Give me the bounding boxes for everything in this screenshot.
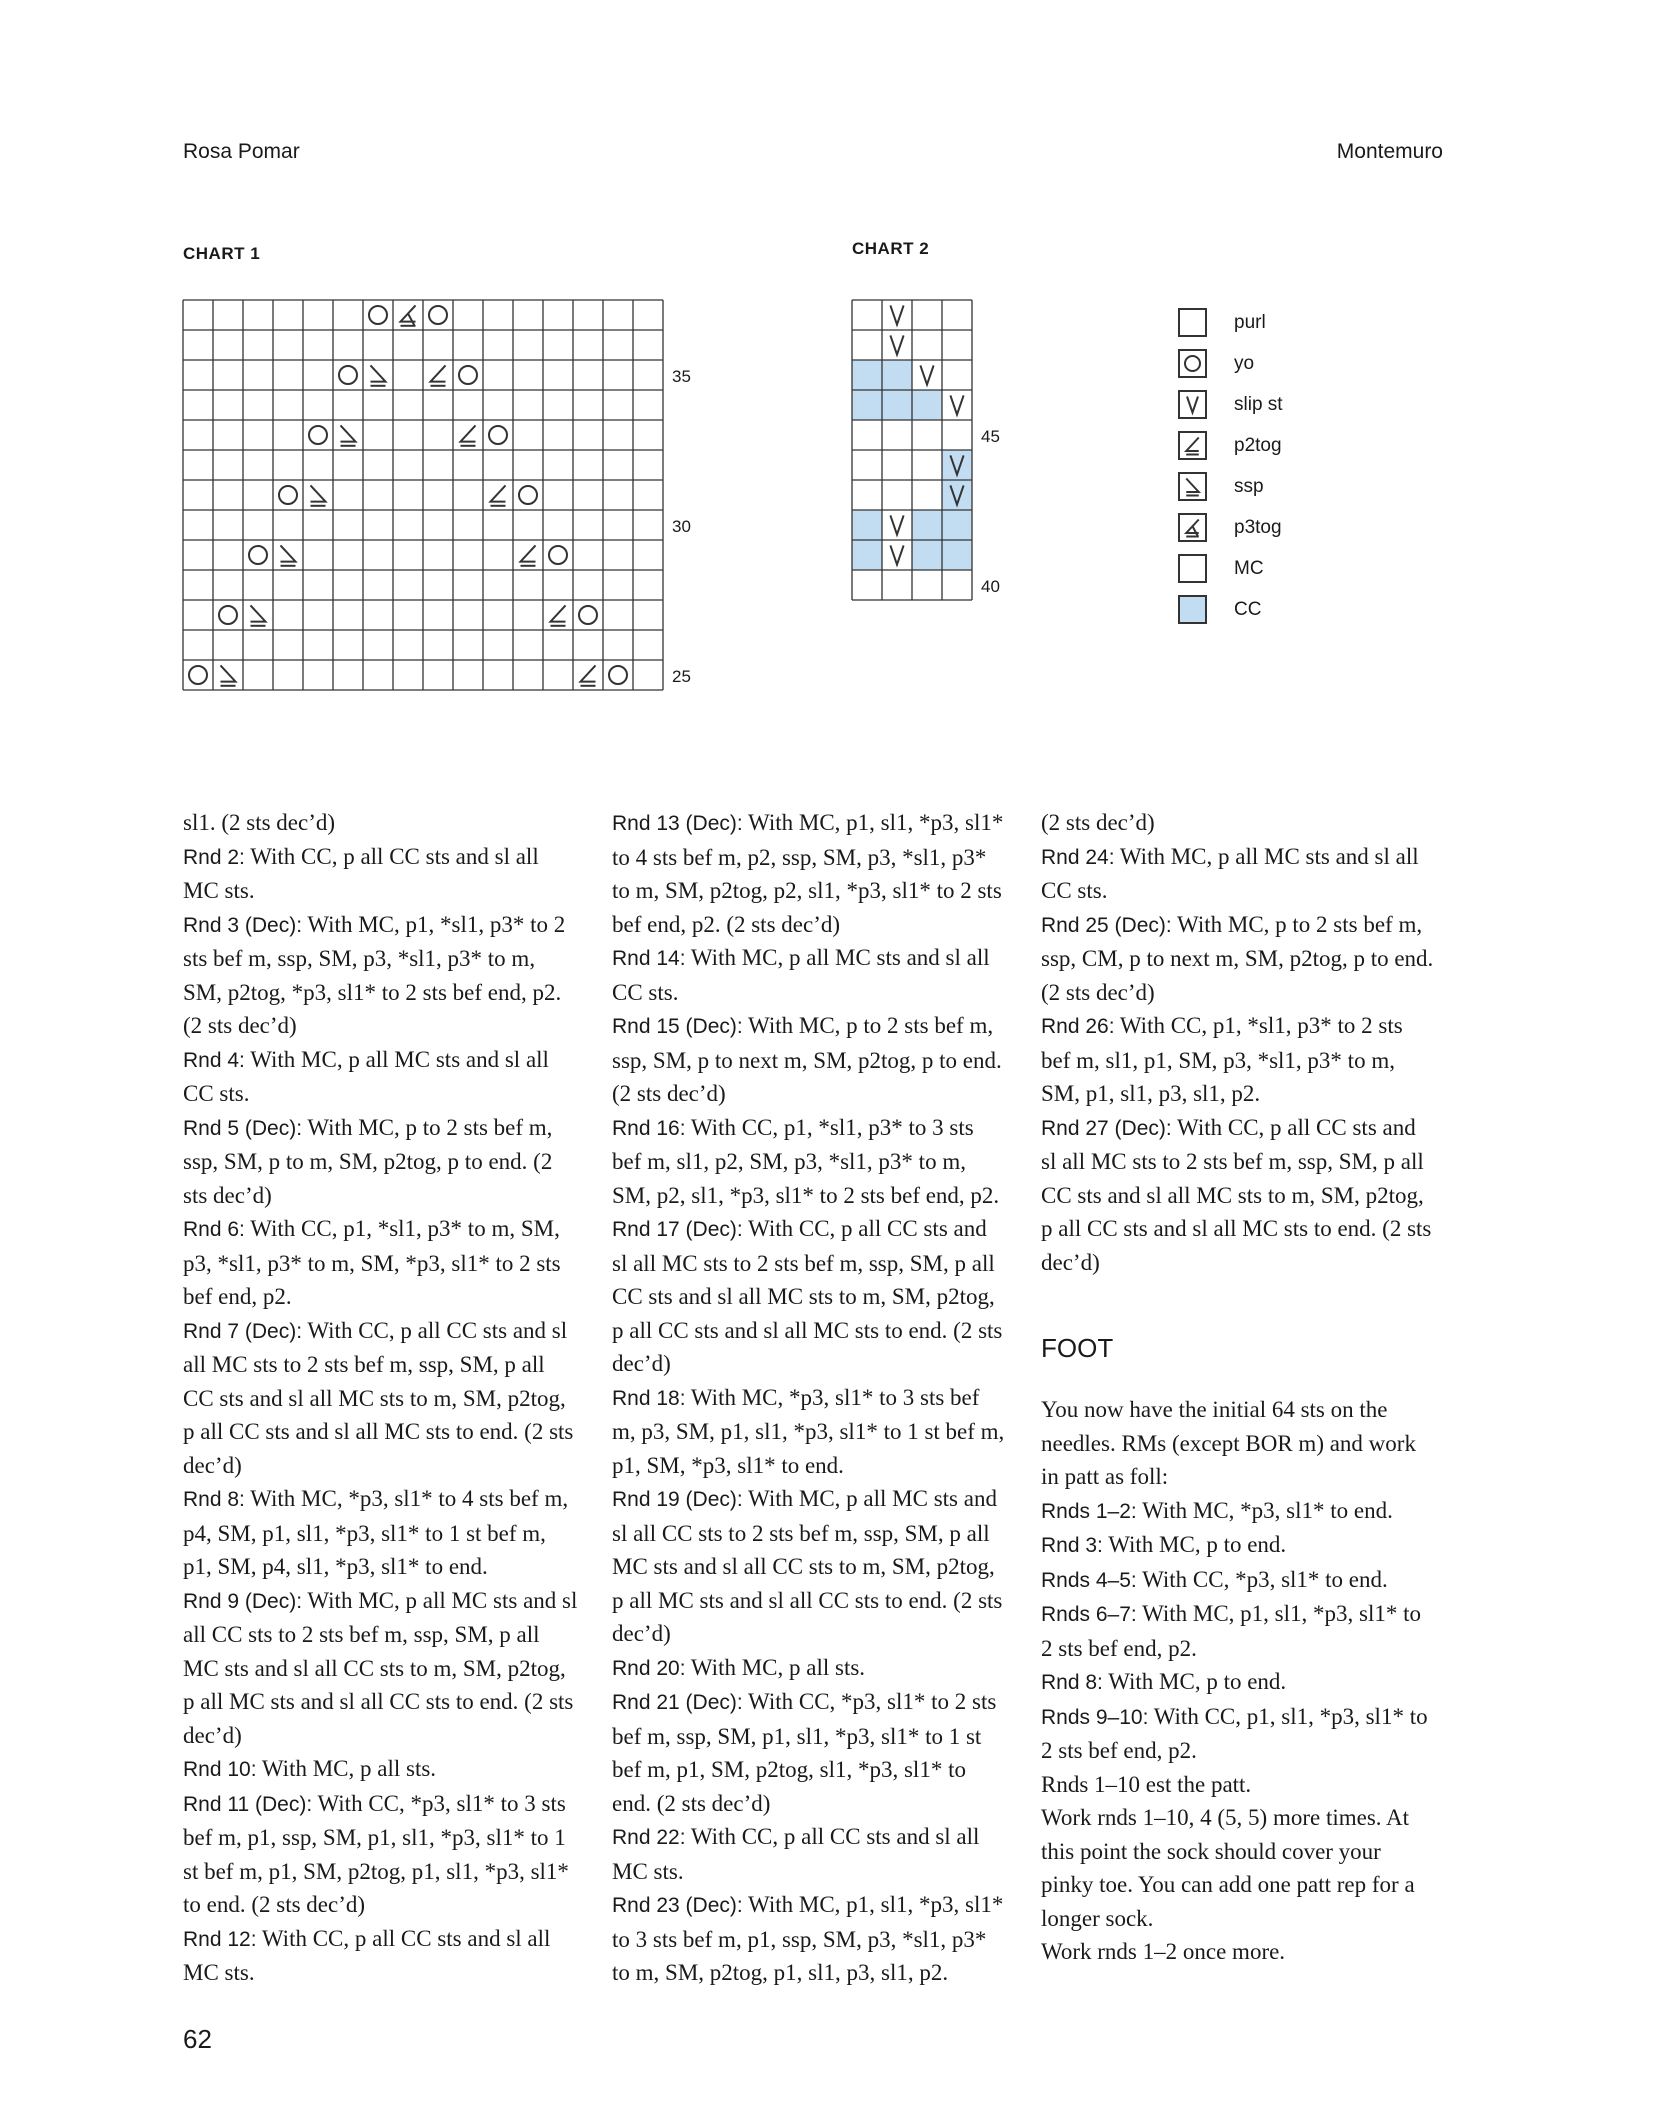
round-label: Rnds 6–7: bbox=[1041, 1603, 1137, 1626]
round-label: Rnd 18: bbox=[612, 1386, 686, 1410]
instruction-text: With MC, p all sts. bbox=[685, 1654, 866, 1680]
chart2-grid bbox=[852, 300, 1052, 620]
yo-symbol bbox=[519, 486, 537, 504]
instruction-text: With MC, p all MC sts and sl all CC sts. bbox=[612, 945, 990, 1005]
instruction-paragraph bbox=[1041, 908, 1436, 1010]
ssp-symbol bbox=[371, 365, 386, 385]
round-label: Rnd 3 (Dec): bbox=[183, 913, 303, 937]
p2tog-icon bbox=[1178, 431, 1207, 460]
legend-item bbox=[1178, 431, 1438, 472]
legend-item bbox=[1178, 595, 1438, 636]
instruction-text: With CC, p1, *sl1, p3* to 2 sts bef m, sl1, p1, SM, p3, *sl1, p3* to m, SM, p1, sl1, p3, sl1, p2. bbox=[1041, 1013, 1403, 1106]
round-label: Rnd 5 (Dec): bbox=[183, 1116, 303, 1140]
slip-symbol bbox=[890, 305, 903, 324]
instruction-paragraph bbox=[183, 1111, 578, 1213]
cc-cell bbox=[912, 510, 942, 540]
round-label: Rnd 16: bbox=[612, 1116, 686, 1140]
row-number-label: 35 bbox=[672, 367, 691, 386]
instruction-paragraph bbox=[1041, 1665, 1436, 1700]
cc-cell bbox=[852, 540, 882, 570]
round-label: Rnd 25 (Dec): bbox=[1041, 913, 1172, 937]
ssp-symbol bbox=[341, 425, 356, 445]
legend-label: yo bbox=[1234, 353, 1255, 374]
instruction-paragraph bbox=[612, 1381, 1007, 1483]
round-label: Rnd 20: bbox=[612, 1656, 686, 1680]
slip-symbol bbox=[890, 335, 903, 354]
legend-item bbox=[1178, 472, 1438, 513]
cc-cell bbox=[912, 390, 942, 420]
cc-cell bbox=[852, 360, 882, 390]
legend-item bbox=[1178, 349, 1438, 390]
instruction-paragraph bbox=[1041, 1393, 1436, 1494]
legend-label: p3tog bbox=[1234, 517, 1282, 538]
instruction-paragraph bbox=[1041, 1935, 1436, 1969]
instruction-text: With CC, p all CC sts and sl all MC sts. bbox=[183, 1925, 551, 1985]
instruction-text: With CC, p all CC sts and sl all MC sts. bbox=[183, 843, 539, 903]
legend-label: slip st bbox=[1234, 394, 1283, 415]
instruction-text: With CC, p all CC sts and sl all MC sts to 2 sts bef m, ssp, SM, p all CC sts and sl all MC sts to m, SM, p2tog, p all CC sts and sl all MC sts to end. (2 sts dec’d) bbox=[1041, 1114, 1432, 1275]
legend-item bbox=[1178, 554, 1438, 595]
instruction-text: Work rnds 1–10, 4 (5, 5) more times. At this point the sock should cover your pinky toe. You can add one patt rep for a longer sock. bbox=[1041, 1805, 1415, 1931]
instruction-text: With MC, p to end. bbox=[1102, 1669, 1287, 1694]
instruction-paragraph bbox=[1041, 1801, 1436, 1935]
instruction-paragraph bbox=[1041, 1009, 1436, 1111]
round-label: Rnd 8: bbox=[1041, 1671, 1103, 1694]
yo-symbol bbox=[219, 606, 237, 624]
yo-symbol bbox=[249, 546, 267, 564]
cc-cell bbox=[882, 390, 912, 420]
yo-symbol bbox=[579, 606, 597, 624]
instruction-text: With MC, p to 2 sts bef m, ssp, CM, p to next m, SM, p2tog, p to end. (2 sts dec’d) bbox=[1041, 911, 1434, 1005]
cc-cell bbox=[942, 540, 972, 570]
row-number-label: 25 bbox=[672, 667, 691, 686]
instruction-paragraph bbox=[612, 1111, 1007, 1213]
blank-icon bbox=[1178, 554, 1207, 583]
slip-symbol bbox=[890, 515, 903, 534]
instructions-column-1 bbox=[183, 806, 578, 1990]
instruction-text: With MC, p to end. bbox=[1102, 1532, 1287, 1557]
instruction-text: With CC, p1, *sl1, p3* to m, SM, p3, *sl1, p3* to m, SM, *p3, sl1* to 2 sts bef end, p2. bbox=[183, 1216, 561, 1309]
ssp-symbol bbox=[221, 665, 236, 685]
instruction-paragraph bbox=[183, 1043, 578, 1111]
round-label: Rnd 17 (Dec): bbox=[612, 1218, 743, 1241]
p2tog-symbol bbox=[581, 665, 596, 685]
round-label: Rnds 4–5: bbox=[1041, 1568, 1137, 1592]
instruction-text: You now have the initial 64 sts on the needles. RMs (except BOR m) and work in patt as foll: bbox=[1041, 1397, 1416, 1489]
ssp-symbol bbox=[251, 605, 266, 625]
round-label: Rnd 22: bbox=[612, 1826, 686, 1849]
instruction-paragraph bbox=[1041, 1563, 1436, 1598]
slip-icon bbox=[1178, 390, 1207, 419]
instruction-text: With MC, p all MC sts and sl all CC sts. bbox=[1041, 843, 1419, 903]
instruction-paragraph bbox=[183, 1787, 578, 1922]
round-label: Rnd 2: bbox=[183, 845, 245, 869]
section-heading: FOOT bbox=[1041, 1333, 1114, 1363]
round-label: Rnd 9 (Dec): bbox=[183, 1589, 303, 1613]
instruction-paragraph bbox=[1041, 1528, 1436, 1563]
round-label: Rnd 7 (Dec): bbox=[183, 1319, 303, 1343]
cc-cell bbox=[882, 360, 912, 390]
yo-symbol bbox=[429, 306, 447, 324]
round-label: Rnd 19 (Dec): bbox=[612, 1488, 743, 1511]
yo-symbol bbox=[459, 366, 477, 384]
cc-cell bbox=[852, 510, 882, 540]
instruction-paragraph bbox=[612, 1820, 1007, 1888]
row-number-label: 40 bbox=[981, 577, 1000, 596]
chart2-title: CHART 2 bbox=[852, 239, 930, 258]
instruction-paragraph bbox=[1041, 1700, 1436, 1768]
round-label: Rnd 24: bbox=[1041, 845, 1115, 869]
instruction-paragraph bbox=[612, 1685, 1007, 1820]
instruction-paragraph bbox=[612, 806, 1007, 941]
yo-symbol bbox=[549, 546, 567, 564]
round-label: Rnd 26: bbox=[1041, 1015, 1115, 1038]
instruction-text: Rnds 1–10 est the patt. bbox=[1041, 1771, 1252, 1797]
instruction-text: With MC, p1, sl1, *p3, sl1* to 4 sts bef m, p2, ssp, SM, p3, *sl1, p3* to m, SM, p2tog, p2, sl1, *p3, sl1* to 2 sts bef end, p2. (2 sts dec’d) bbox=[612, 810, 1004, 937]
instruction-paragraph bbox=[183, 1752, 578, 1787]
author-name: Rosa Pomar bbox=[183, 140, 300, 163]
instruction-text: With MC, p to 2 sts bef m, ssp, SM, p to m, SM, p2tog, p to end. (2 sts dec’d) bbox=[183, 1114, 553, 1208]
instruction-text: With CC, *p3, sl1* to 3 sts bef m, p1, ssp, SM, p1, sl1, *p3, sl1* to 1 st bef m, p1, SM, p2tog, p1, sl1, *p3, sl1* to end. (2 sts dec’d) bbox=[183, 1790, 569, 1917]
instruction-text: With CC, *p3, sl1* to 2 sts bef m, ssp, SM, p1, sl1, *p3, sl1* to 1 st bef m, p1, SM, p2tog, sl1, *p3, sl1* to end. (2 sts dec’d) bbox=[612, 1689, 997, 1816]
instruction-paragraph bbox=[612, 1651, 1007, 1686]
instruction-text: sl1. (2 sts dec’d) bbox=[183, 810, 336, 835]
instruction-paragraph bbox=[1041, 840, 1436, 908]
slip-symbol bbox=[890, 545, 903, 564]
round-label: Rnd 23 (Dec): bbox=[612, 1894, 743, 1917]
round-label: Rnd 15 (Dec): bbox=[612, 1015, 743, 1038]
p2tog-symbol bbox=[491, 485, 506, 505]
instruction-text: With MC, p1, *sl1, p3* to 2 sts bef m, ssp, SM, p3, *sl1, p3* to m, SM, p2tog, *p3, sl1* to 2 sts bef end, p2. (2 sts dec’d) bbox=[183, 911, 566, 1038]
instruction-paragraph bbox=[612, 1009, 1007, 1111]
instruction-paragraph bbox=[612, 1482, 1007, 1651]
instruction-paragraph bbox=[1041, 1494, 1436, 1529]
instruction-paragraph bbox=[183, 806, 578, 840]
cc-cell bbox=[942, 510, 972, 540]
instruction-text: With CC, p1, sl1, *p3, sl1* to 2 sts bef end, p2. bbox=[1041, 1703, 1428, 1763]
instruction-paragraph bbox=[183, 1482, 578, 1584]
yo-symbol bbox=[309, 426, 327, 444]
ssp-symbol bbox=[281, 545, 296, 565]
instruction-text: With MC, *p3, sl1* to end. bbox=[1136, 1497, 1393, 1523]
instruction-text: With CC, p1, *sl1, p3* to 3 sts bef m, sl1, p2, SM, p3, *sl1, p3* to m, SM, p2, sl1, *p3, sl1* to 2 sts bef end, p2. bbox=[612, 1114, 1000, 1208]
blank-icon bbox=[1178, 308, 1207, 337]
slip-symbol bbox=[920, 365, 933, 384]
cc-cell bbox=[912, 540, 942, 570]
round-label: Rnd 4: bbox=[183, 1048, 245, 1072]
yo-icon bbox=[1178, 349, 1207, 378]
round-label: Rnd 13 (Dec): bbox=[612, 812, 743, 835]
legend-label: CC bbox=[1234, 599, 1262, 620]
instruction-paragraph bbox=[183, 840, 578, 908]
p3tog-symbol bbox=[401, 305, 416, 325]
ssp-icon bbox=[1178, 472, 1207, 501]
yo-symbol bbox=[189, 666, 207, 684]
ssp-symbol bbox=[311, 485, 326, 505]
cc-icon bbox=[1178, 595, 1207, 624]
instruction-paragraph bbox=[183, 908, 578, 1043]
instruction-paragraph bbox=[1041, 1768, 1436, 1802]
instruction-text: With MC, p all MC sts and sl all CC sts. bbox=[183, 1046, 549, 1106]
grid-lines bbox=[183, 300, 663, 690]
yo-symbol bbox=[609, 666, 627, 684]
p2tog-symbol bbox=[551, 605, 566, 625]
pattern-name: Montemuro bbox=[1336, 140, 1443, 163]
round-label: Rnds 1–2: bbox=[1041, 1499, 1137, 1523]
legend-label: MC bbox=[1234, 558, 1264, 579]
instruction-paragraph bbox=[612, 1212, 1007, 1381]
round-label: Rnd 14: bbox=[612, 947, 686, 970]
instruction-text: (2 sts dec’d) bbox=[1041, 810, 1155, 835]
instruction-text: With MC, p all sts. bbox=[256, 1756, 437, 1781]
round-label: Rnd 10: bbox=[183, 1758, 257, 1781]
slip-symbol bbox=[950, 395, 963, 414]
round-label: Rnd 12: bbox=[183, 1927, 257, 1951]
instruction-paragraph bbox=[1041, 1597, 1436, 1665]
page-number: 62 bbox=[183, 2024, 212, 2054]
round-label: Rnds 9–10: bbox=[1041, 1705, 1149, 1729]
p2tog-symbol bbox=[431, 365, 446, 385]
yo-symbol bbox=[489, 426, 507, 444]
legend-label: purl bbox=[1234, 312, 1266, 333]
cc-cell bbox=[852, 390, 882, 420]
instruction-paragraph bbox=[1041, 1111, 1436, 1280]
instructions-column-3 bbox=[1041, 806, 1436, 1969]
instruction-text: Work rnds 1–2 once more. bbox=[1041, 1939, 1286, 1964]
legend-item bbox=[1178, 390, 1438, 431]
row-number-label: 45 bbox=[981, 427, 1000, 446]
instruction-text: With MC, p1, sl1, *p3, sl1* to 3 sts bef m, p1, ssp, SM, p3, *sl1, p3* to m, SM, p2tog, p1, sl1, p3, sl1, p2. bbox=[612, 1892, 1004, 1985]
row-number-label: 30 bbox=[672, 517, 691, 536]
instruction-paragraph bbox=[183, 1922, 578, 1990]
instruction-text: With CC, p all CC sts and sl all MC sts to 2 sts bef m, ssp, SM, p all CC sts and sl all MC sts to m, SM, p2tog, p all CC sts and sl all MC sts to end. (2 sts dec’d) bbox=[612, 1216, 1003, 1376]
instruction-paragraph bbox=[183, 1212, 578, 1314]
instruction-paragraph bbox=[1041, 806, 1436, 840]
yo-symbol bbox=[279, 486, 297, 504]
p3tog-icon bbox=[1178, 513, 1207, 542]
round-label: Rnd 3: bbox=[1041, 1534, 1103, 1557]
chart1-title: CHART 1 bbox=[183, 244, 261, 263]
instruction-paragraph bbox=[612, 941, 1007, 1009]
p2tog-symbol bbox=[521, 545, 536, 565]
legend-label: ssp bbox=[1234, 476, 1264, 497]
round-label: Rnd 21 (Dec): bbox=[612, 1691, 743, 1714]
instruction-text: With MC, *p3, sl1* to 4 sts bef m, p4, SM, p1, sl1, *p3, sl1* to 1 st bef m, p1, SM, p4, sl1, *p3, sl1* to end. bbox=[183, 1486, 569, 1579]
round-label: Rnd 6: bbox=[183, 1218, 245, 1241]
chart-key bbox=[1178, 308, 1438, 636]
legend-label: p2tog bbox=[1234, 435, 1282, 456]
instruction-text: With MC, p to 2 sts bef m, ssp, SM, p to next m, SM, p2tog, p to end. (2 sts dec’d) bbox=[612, 1013, 1002, 1106]
instruction-text: With CC, p all CC sts and sl all MC sts. bbox=[612, 1824, 980, 1884]
instructions-column-2 bbox=[612, 806, 1007, 1990]
instruction-text: With CC, *p3, sl1* to end. bbox=[1136, 1566, 1388, 1592]
instruction-paragraph bbox=[183, 1584, 578, 1753]
instruction-text: With MC, p1, sl1, *p3, sl1* to 2 sts bef end, p2. bbox=[1041, 1601, 1421, 1661]
round-label: Rnd 27 (Dec): bbox=[1041, 1116, 1172, 1140]
legend-item bbox=[1178, 308, 1438, 349]
yo-symbol bbox=[339, 366, 357, 384]
p2tog-symbol bbox=[461, 425, 476, 445]
legend-item bbox=[1178, 513, 1438, 554]
instruction-text: With MC, p all MC sts and sl all CC sts to 2 sts bef m, ssp, SM, p all MC sts and sl all CC sts to m, SM, p2tog, p all MC sts and sl all CC sts to end. (2 sts dec’d) bbox=[183, 1587, 578, 1748]
instruction-text: With MC, p all MC sts and sl all CC sts to 2 sts bef m, ssp, SM, p all MC sts and sl all CC sts to m, SM, p2tog, p all MC sts and sl all CC sts to end. (2 sts dec’d) bbox=[612, 1486, 1003, 1646]
round-label: Rnd 8: bbox=[183, 1488, 245, 1511]
instruction-text: With MC, *p3, sl1* to 3 sts bef m, p3, SM, p1, sl1, *p3, sl1* to 1 st bef m, p1, SM, *p3, sl1* to end. bbox=[612, 1384, 1005, 1478]
instruction-paragraph bbox=[183, 1314, 578, 1483]
chart1-grid bbox=[183, 300, 691, 700]
round-label: Rnd 11 (Dec): bbox=[183, 1792, 313, 1816]
yo-symbol bbox=[369, 306, 387, 324]
instruction-paragraph bbox=[612, 1888, 1007, 1990]
instruction-text: With CC, p all CC sts and sl all MC sts to 2 sts bef m, ssp, SM, p all CC sts and sl all MC sts to m, SM, p2tog, p all CC sts and sl all MC sts to end. (2 sts dec’d) bbox=[183, 1317, 574, 1478]
